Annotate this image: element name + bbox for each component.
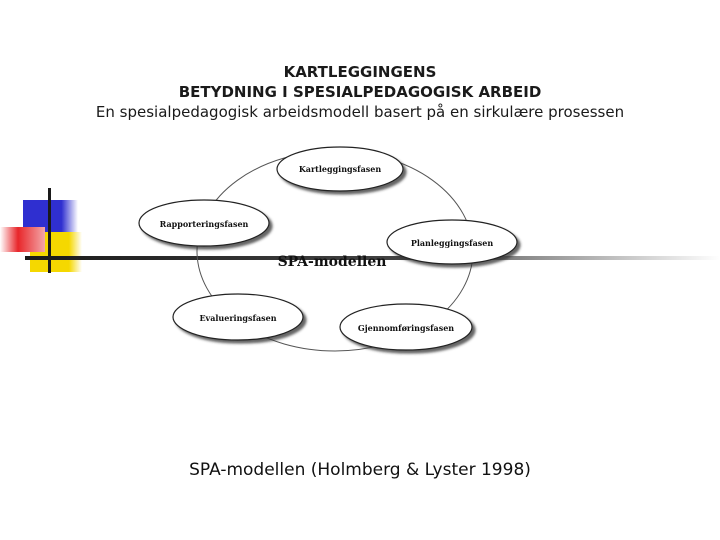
- title-block: [0, 62, 720, 122]
- phase-label: Gjennomføringsfasen: [357, 323, 455, 333]
- phase-label: Kartleggingsfasen: [298, 164, 382, 174]
- phase-evaluering: [173, 294, 303, 340]
- phase-gjennomforing: [340, 304, 472, 350]
- phase-kartlegging: [277, 147, 403, 191]
- deco-vertical-line: [48, 188, 51, 273]
- title-line-2: BETYDNING I SPESIALPEDAGOGISK ARBEID: [178, 83, 542, 101]
- phase-label: Evalueringsfasen: [199, 313, 277, 323]
- phase-label: Rapporteringsfasen: [159, 219, 249, 229]
- deco-red-block: [0, 227, 45, 252]
- spa-model-diagram: [130, 135, 530, 364]
- center-label: SPA-modellen: [277, 254, 387, 270]
- phase-planlegging: [387, 220, 517, 264]
- source-caption: SPA-modellen (Holmberg & Lyster 1998): [189, 460, 531, 480]
- phase-rapportering: [139, 200, 269, 246]
- title-line-1: KARTLEGGINGENS: [283, 63, 437, 81]
- phase-label: Planleggingsfasen: [410, 238, 494, 248]
- title-subtitle: En spesialpedagogisk arbeidsmodell basert på en sirkulære prosessen: [95, 103, 625, 121]
